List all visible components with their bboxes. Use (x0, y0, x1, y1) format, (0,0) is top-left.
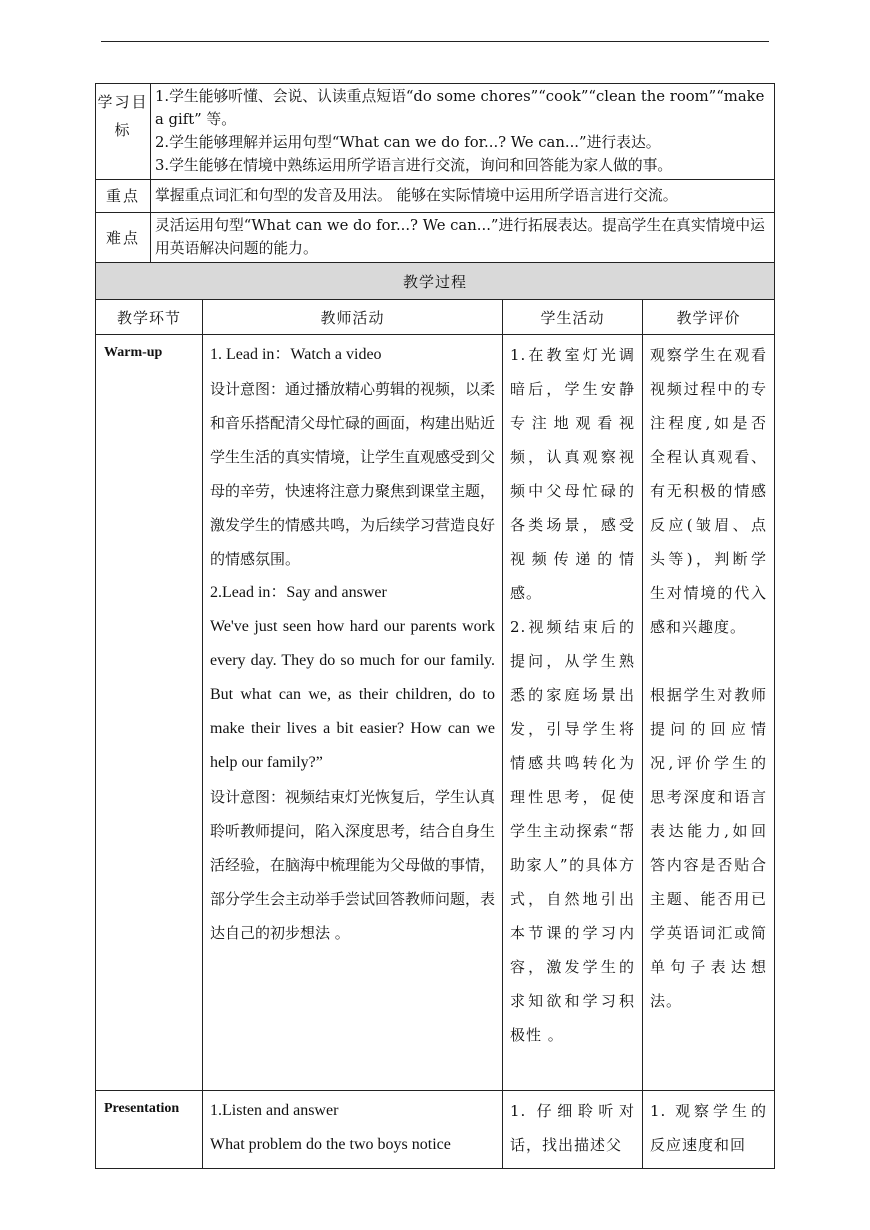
objectives-content (151, 84, 775, 180)
key-points-row (96, 180, 775, 213)
evaluation-1: 观察学生在观看视频过程中的专注程度,如是否全程认真观看、有无积极的情感反应(皱眉、点头等)，判断学生对情境的代入感和兴趣度。 (650, 346, 768, 636)
teacher-design-2: 设计意图：视频结束灯光恢复后，学生认真聆听教师提问，陷入深度思考，结合自身生活经验，在脑海中梳理能为父母做的事情，部分学生会主动举手尝试回答教师问题，表达自己的初步想法 。 (210, 788, 496, 942)
key-points-label: 重点 (96, 180, 151, 213)
difficulties-label: 难点 (96, 213, 151, 263)
key-points-content: 掌握重点词汇和句型的发音及用法。 能够在实际情境中运用所学语言进行交流。 (151, 180, 775, 213)
teacher-step-2: 2.Lead in：Say and answer (210, 584, 387, 601)
process-title-row (96, 263, 775, 300)
objective-2: 2.学生能够理解并运用句型“What can we do for...? We can...”进行表达。 (155, 134, 661, 151)
stage-presentation: Presentation (96, 1091, 203, 1169)
presentation-question: What problem do the two boys notice (210, 1136, 451, 1153)
difficulties-content: 灵活运用句型“What can we do for...? We can...”进行拓展表达。提高学生在真实情境中运用英语解决问题的能力。 (151, 213, 775, 263)
teacher-design-1: 设计意图：通过播放精心剪辑的视频，以柔和音乐搭配清父母忙碌的画面，构建出贴近学生生活的真实情境，让学生直观感受到父母的辛劳，快速将注意力聚焦到课堂主题，激发学生的情感共鸣，为后续学习营造良好的情感氛围。 (210, 380, 496, 568)
teacher-activity-warm-up (203, 335, 503, 1091)
student-activity-2: 2.视频结束后的提问，从学生熟悉的家庭场景出发，引导学生将情感共鸣转化为理性思考，促使学生主动探索“帮助家人”的具体方式，自然地引出本节课的学习内容，激发学生的求知欲和学习积极性 。 (510, 618, 635, 1044)
table-row (96, 1091, 775, 1169)
teacher-question: We've just seen how hard our parents work every day. They do so much for our family. But what can we, as their children, do to make their lives a bit easier? How can we help our family?” (210, 618, 495, 771)
process-title: 教学过程 (96, 263, 775, 300)
presentation-step-1: 1.Listen and answer (210, 1102, 339, 1119)
lesson-plan-table (95, 83, 775, 1169)
evaluation-presentation: 1. 观察学生的反应速度和回 (643, 1091, 775, 1169)
stage-warm-up: Warm-up (96, 335, 203, 1091)
column-header-row (96, 300, 775, 335)
column-header-evaluation: 教学评价 (643, 300, 775, 335)
student-activity-warm-up (503, 335, 643, 1091)
page-header-rule (101, 41, 769, 42)
evaluation-2: 根据学生对教师提问的回应情况,评价学生的思考深度和语言表达能力,如回答内容是否贴合主题、能否用已学英语词汇或简单句子表达想法。 (650, 686, 768, 1010)
objective-1: 1.学生能够听懂、会说、认读重点短语“do some chores”“cook”“clean the room”“make a gift” 等。 (155, 88, 765, 128)
evaluation-warm-up (643, 335, 775, 1091)
evaluation-gap (650, 644, 767, 678)
column-header-student: 学生活动 (503, 300, 643, 335)
teacher-activity-presentation (203, 1091, 503, 1169)
teacher-step-1: 1. Lead in：Watch a video (210, 346, 382, 363)
objective-3: 3.学生能够在情境中熟练运用所学语言进行交流，询问和回答能为家人做的事。 (155, 157, 673, 174)
student-activity-1: 1.在教室灯光调暗后，学生安静专注地观看视频，认真观察视频中父母忙碌的各类场景，感受视频传递的情感。 (510, 346, 635, 602)
column-header-stage: 教学环节 (96, 300, 203, 335)
difficulties-row (96, 213, 775, 263)
student-activity-presentation: 1. 仔细聆听对话，找出描述父 (503, 1091, 643, 1169)
column-header-teacher: 教师活动 (203, 300, 503, 335)
objectives-row (96, 84, 775, 180)
objectives-label: 学习目标 (96, 84, 151, 180)
table-row (96, 335, 775, 1091)
